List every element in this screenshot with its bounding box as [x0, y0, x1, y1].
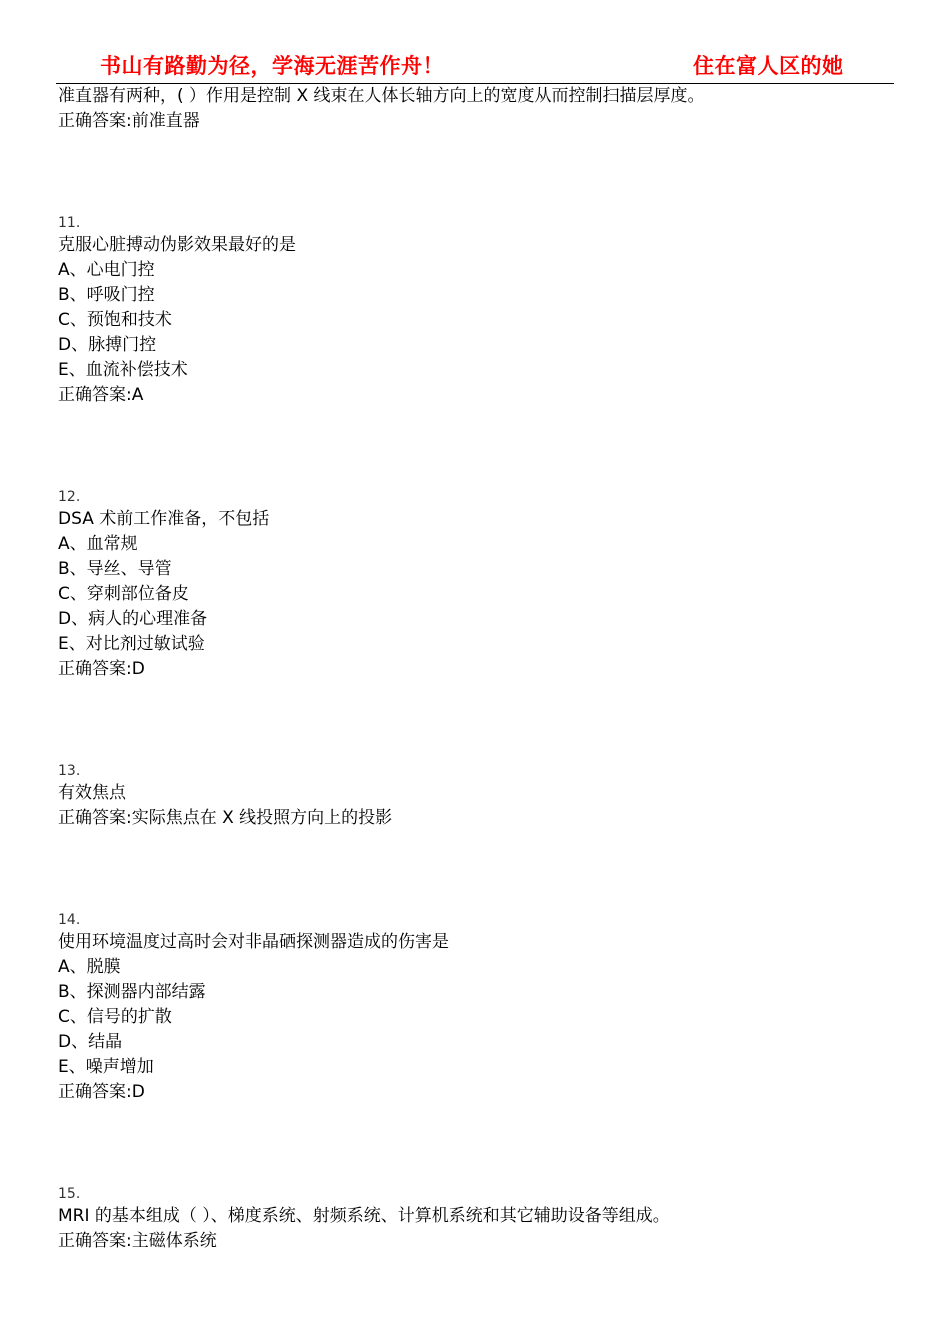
q14-option-b: B、探测器内部结露	[58, 982, 206, 1002]
q14-number: 14.	[58, 912, 81, 928]
q11-option-b: B、呼吸门控	[58, 285, 155, 305]
q12-option-c: C、穿刺部位备皮	[58, 584, 189, 604]
q14-stem: 使用环境温度过高时会对非晶硒探测器造成的伤害是	[58, 932, 449, 952]
q11-stem: 克服心脏搏动伪影效果最好的是	[58, 235, 296, 255]
q11-option-e: E、血流补偿技术	[58, 360, 188, 380]
q15-number: 15.	[58, 1186, 81, 1202]
q12-number: 12.	[58, 489, 81, 505]
q14-option-c: C、信号的扩散	[58, 1007, 172, 1027]
q11-option-a: A、心电门控	[58, 260, 155, 280]
q11-option-c: C、预饱和技术	[58, 310, 172, 330]
intro-answer: 正确答案:前准直器	[58, 111, 200, 131]
q13-answer: 正确答案:实际焦点在 X 线投照方向上的投影	[58, 808, 393, 828]
q11-answer: 正确答案:A	[58, 385, 144, 405]
q14-option-e: E、噪声增加	[58, 1057, 154, 1077]
q12-option-d: D、病人的心理准备	[58, 609, 208, 629]
q14-option-d: D、结晶	[58, 1032, 123, 1052]
page-header	[0, 0, 950, 90]
q15-answer: 正确答案:主磁体系统	[58, 1231, 217, 1251]
q12-option-e: E、对比剂过敏试验	[58, 634, 205, 654]
q11-number: 11.	[58, 215, 81, 231]
q12-answer: 正确答案:D	[58, 659, 145, 679]
q13-number: 13.	[58, 763, 81, 779]
q12-option-b: B、导丝、导管	[58, 559, 172, 579]
q14-option-a: A、脱膜	[58, 957, 121, 977]
header-right-text: 住在富人区的她	[693, 53, 844, 78]
q12-option-a: A、血常规	[58, 534, 138, 554]
q11-option-d: D、脉搏门控	[58, 335, 157, 355]
q14-answer: 正确答案:D	[58, 1082, 145, 1102]
q15-stem: MRI 的基本组成（ ）、梯度系统、射频系统、计算机系统和其它辅助设备等组成。	[58, 1206, 670, 1226]
intro-question-text: 准直器有两种，( ）作用是控制 X 线束在人体长轴方向上的宽度从而控制扫描层厚度。	[58, 86, 705, 106]
header-slogan: 书山有路勤为径，学海无涯苦作舟！	[100, 53, 444, 78]
q12-stem: DSA 术前工作准备，不包括	[58, 509, 270, 529]
q13-stem: 有效焦点	[58, 783, 126, 803]
